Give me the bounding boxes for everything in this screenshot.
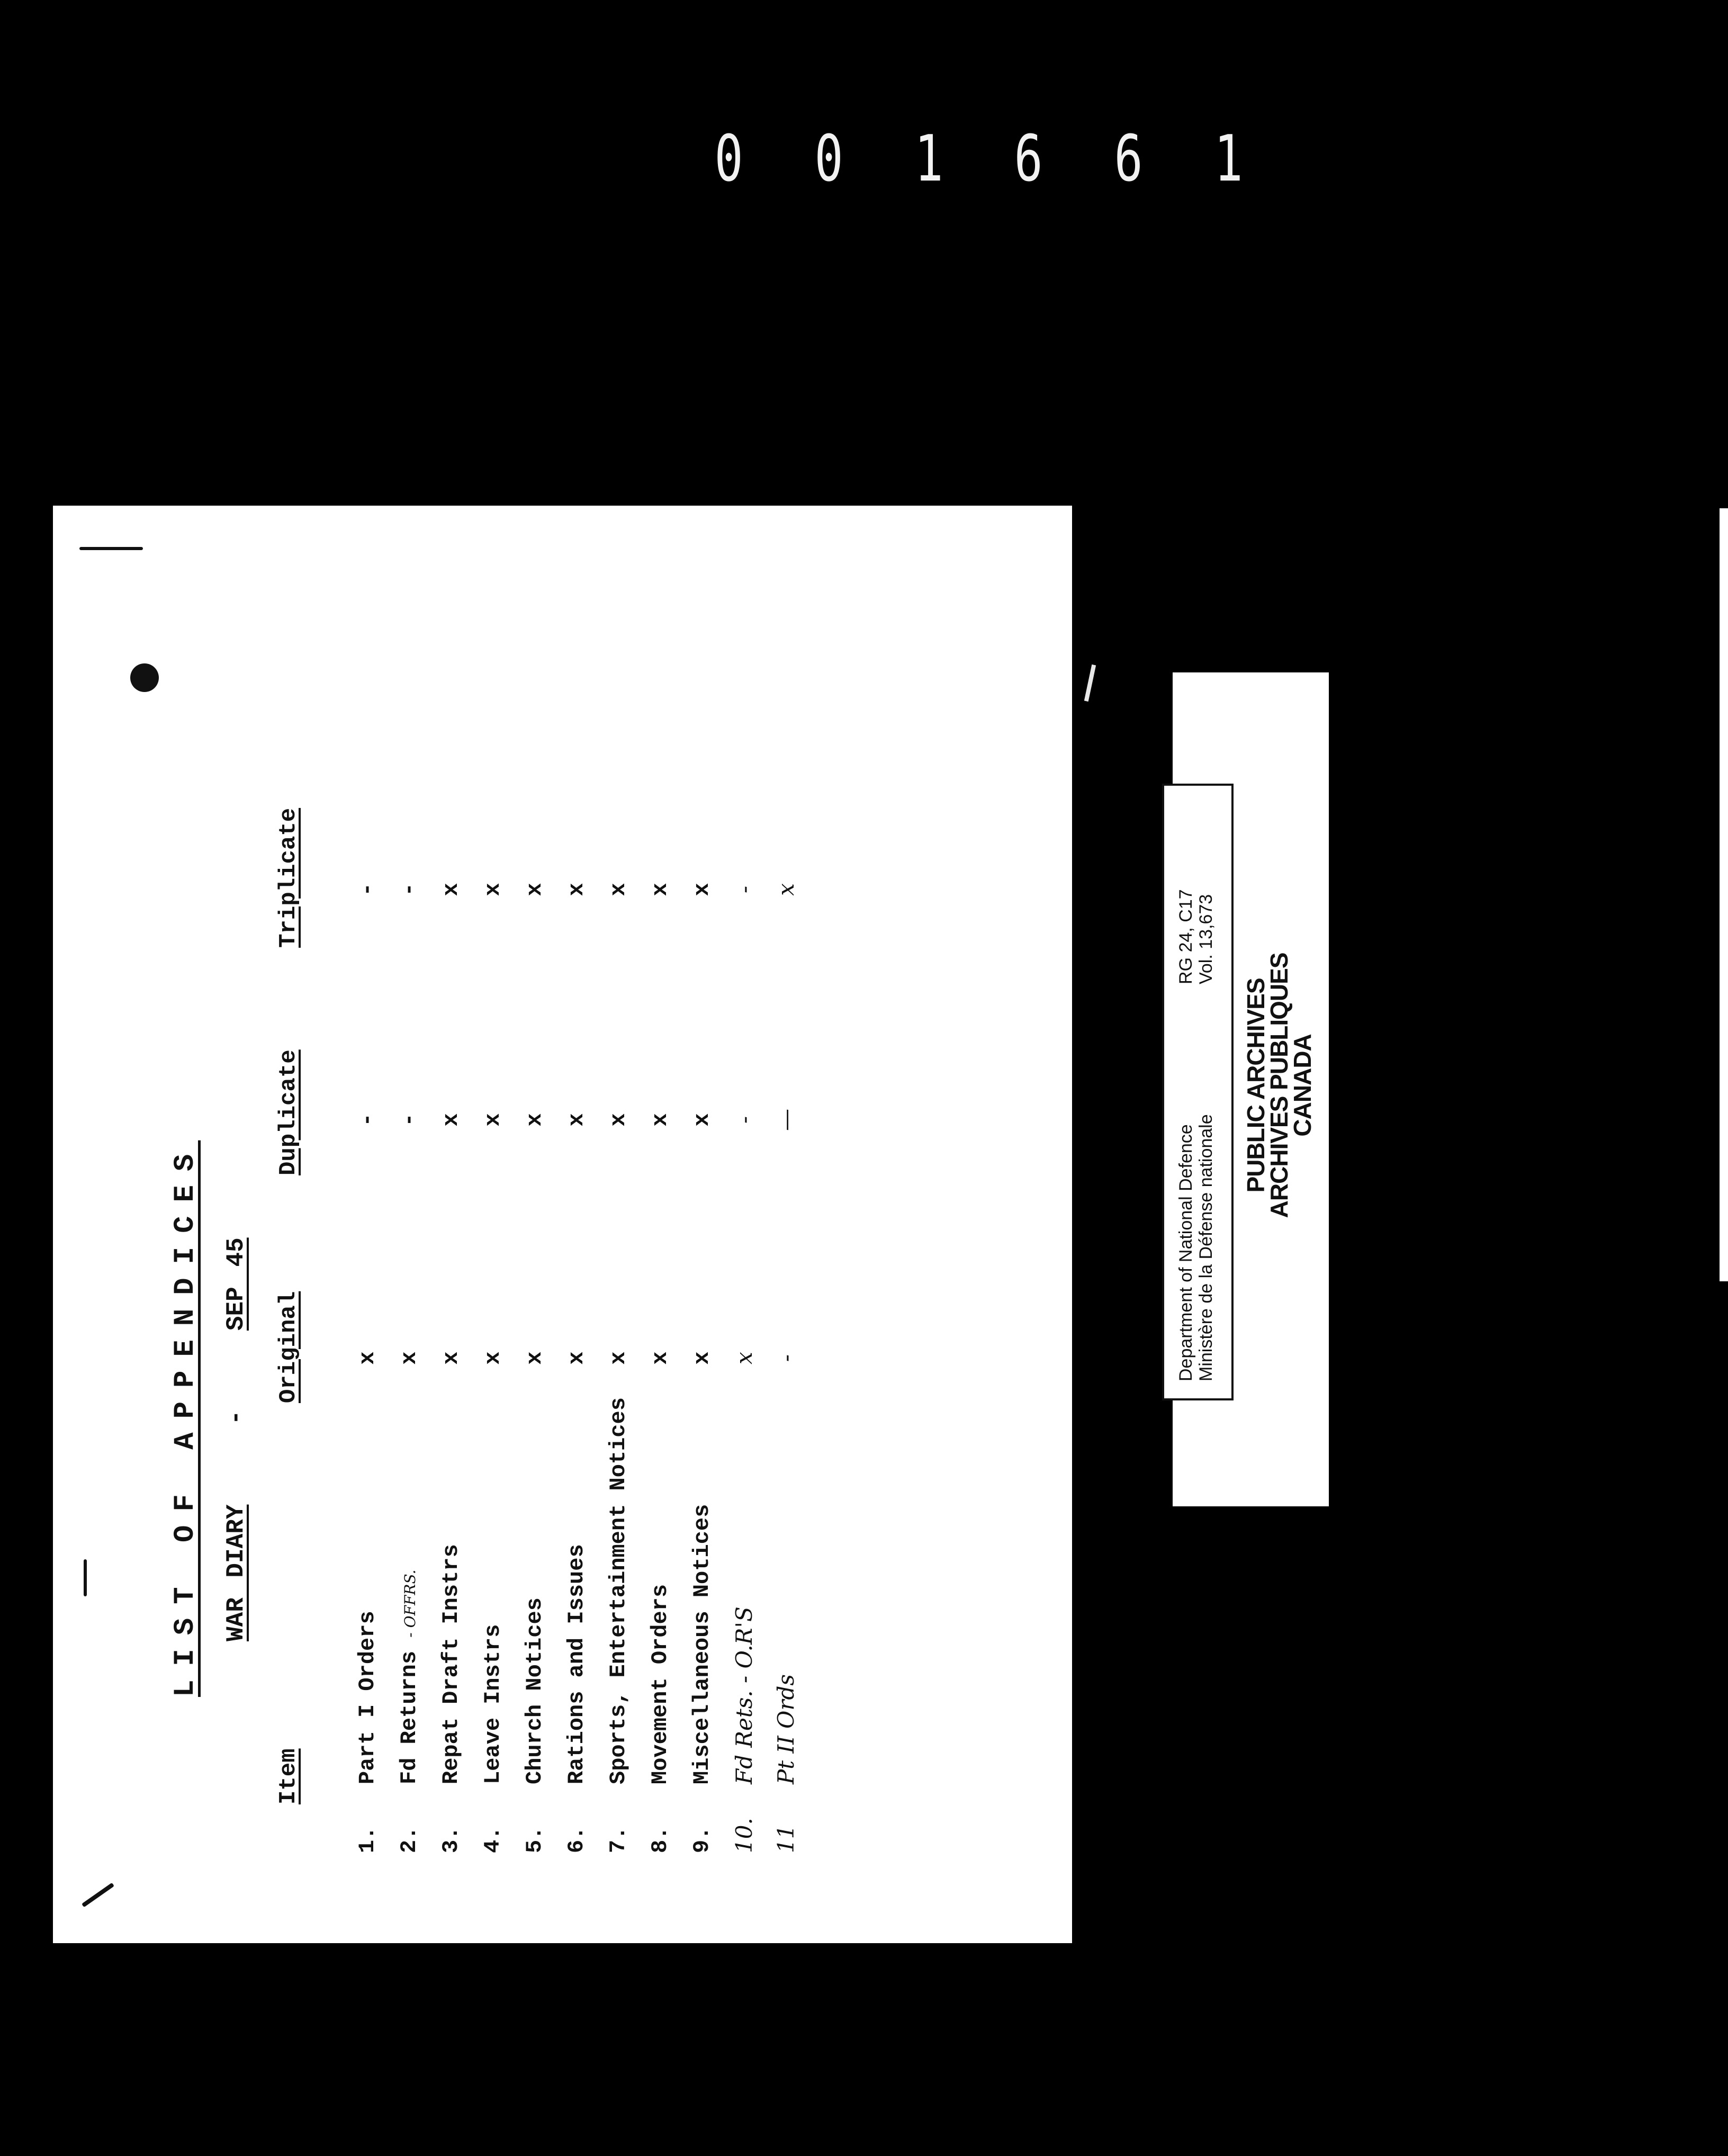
row-item: Pt II Ords xyxy=(773,1674,799,1784)
row-number: 9. xyxy=(689,1826,715,1853)
row-original-mark: x xyxy=(480,1351,506,1365)
table-row xyxy=(606,506,637,1943)
row-number: 11 xyxy=(773,1825,799,1853)
table-row xyxy=(564,506,596,1943)
department-fr: Ministère de la Défense nationale xyxy=(1196,1114,1216,1381)
row-number: 5. xyxy=(522,1826,547,1853)
row-item: Movement Orders xyxy=(647,1584,673,1784)
row-number: 3. xyxy=(438,1826,464,1853)
frame-digit: 1 xyxy=(1214,122,1245,196)
row-original-mark: x xyxy=(647,1351,673,1365)
row-triplicate-mark: - xyxy=(355,883,380,896)
row-number: 7. xyxy=(606,1826,631,1853)
table-row xyxy=(731,506,763,1943)
row-triplicate-mark: - xyxy=(731,885,757,894)
row-duplicate-mark: - xyxy=(731,1116,757,1124)
row-triplicate-mark: x xyxy=(773,883,799,896)
rotated-page xyxy=(53,506,1072,1943)
row-triplicate-mark: x xyxy=(606,883,631,896)
frame-digit: 0 xyxy=(714,122,745,196)
subtitle-separator: - xyxy=(222,1410,250,1425)
row-item: Sports, Entertainment Notices xyxy=(606,1397,631,1784)
row-number: 8. xyxy=(647,1826,673,1853)
subtitle-war-diary: WAR DIARY xyxy=(222,1504,250,1641)
column-header-triplicate: Triplicate xyxy=(275,807,302,948)
subtitle-date: SEP 45 xyxy=(222,1237,250,1331)
table-row xyxy=(689,506,721,1943)
row-number: 10. xyxy=(731,1818,757,1853)
frame-digit: 6 xyxy=(1014,122,1045,196)
table-row xyxy=(355,506,386,1943)
volume: Vol. 13,673 xyxy=(1196,894,1216,984)
frame-digit: 6 xyxy=(1114,122,1145,196)
archives-fr: ARCHIVES PUBLIQUES xyxy=(1265,953,1293,1218)
row-original-mark: x xyxy=(522,1351,547,1365)
row-duplicate-mark: x xyxy=(522,1113,547,1127)
row-original-mark: x xyxy=(438,1351,464,1365)
row-triplicate-mark: x xyxy=(564,883,589,896)
row-duplicate-mark: x xyxy=(480,1113,506,1127)
department-en: Department of National Defence xyxy=(1176,1124,1196,1381)
row-number: 2. xyxy=(397,1826,422,1853)
film-mark xyxy=(1084,664,1096,702)
row-item: Fd Rets. - O.R'S xyxy=(731,1606,757,1784)
row-original-mark: x xyxy=(397,1351,422,1365)
row-original-mark: x xyxy=(731,1352,757,1364)
adjacent-frame-edge xyxy=(1720,508,1728,1281)
row-item: Leave Instrs xyxy=(480,1624,506,1784)
column-header-item: Item xyxy=(275,1748,302,1804)
row-triplicate-mark: - xyxy=(397,883,422,896)
row-original-mark: x xyxy=(355,1351,380,1365)
row-duplicate-mark: x xyxy=(606,1113,631,1127)
row-item: Rations and Issues xyxy=(564,1544,589,1784)
table-row xyxy=(773,506,805,1943)
table-row xyxy=(522,506,554,1943)
document-title: LIST OF APPENDICES xyxy=(169,1140,202,1697)
document-sheet xyxy=(53,506,1072,1943)
row-duplicate-mark: - xyxy=(355,1113,380,1127)
row-triplicate-mark: x xyxy=(480,883,506,896)
row-item: Repat Draft Instrs xyxy=(438,1544,464,1784)
row-triplicate-mark: x xyxy=(522,883,547,896)
frame-number xyxy=(709,122,1249,196)
row-number: 1. xyxy=(355,1826,380,1853)
row-duplicate-mark: x xyxy=(438,1113,464,1127)
record-group: RG 24, C17 xyxy=(1176,889,1196,984)
row-original-mark: x xyxy=(606,1351,631,1365)
row-number: 6. xyxy=(564,1826,589,1853)
record-group-block xyxy=(1176,889,1216,984)
archives-stamp xyxy=(1244,900,1339,1271)
row-number: 4. xyxy=(480,1826,506,1853)
table-row xyxy=(480,506,512,1943)
archives-country: CANADA xyxy=(1289,1034,1316,1137)
department-block xyxy=(1176,1114,1216,1381)
row-duplicate-mark: — xyxy=(773,1109,799,1131)
column-header-original: Original xyxy=(275,1291,302,1403)
table-row xyxy=(647,506,679,1943)
table-row xyxy=(397,506,428,1943)
row-item: Fd Returns - OFFRS. xyxy=(397,1569,422,1784)
row-original-mark: x xyxy=(689,1351,715,1365)
row-triplicate-mark: x xyxy=(689,883,715,896)
column-header-duplicate: Duplicate xyxy=(275,1049,302,1175)
archives-en: PUBLIC ARCHIVES xyxy=(1242,978,1270,1193)
row-duplicate-mark: x xyxy=(689,1113,715,1127)
row-duplicate-mark: x xyxy=(647,1113,673,1127)
table-row xyxy=(438,506,470,1943)
row-original-mark: x xyxy=(564,1351,589,1365)
row-original-mark: - xyxy=(773,1354,799,1362)
row-item: Part I Orders xyxy=(355,1611,380,1784)
frame-digit: 1 xyxy=(914,122,945,196)
row-item: Church Notices xyxy=(522,1597,547,1784)
row-triplicate-mark: x xyxy=(647,883,673,896)
row-item: Miscellaneous Notices xyxy=(689,1504,715,1784)
archive-reference-card xyxy=(1162,784,1234,1400)
row-duplicate-mark: x xyxy=(564,1113,589,1127)
row-duplicate-mark: - xyxy=(397,1113,422,1127)
frame-digit: 0 xyxy=(814,122,845,196)
row-triplicate-mark: x xyxy=(438,883,464,896)
document-subtitle xyxy=(222,1237,250,1641)
